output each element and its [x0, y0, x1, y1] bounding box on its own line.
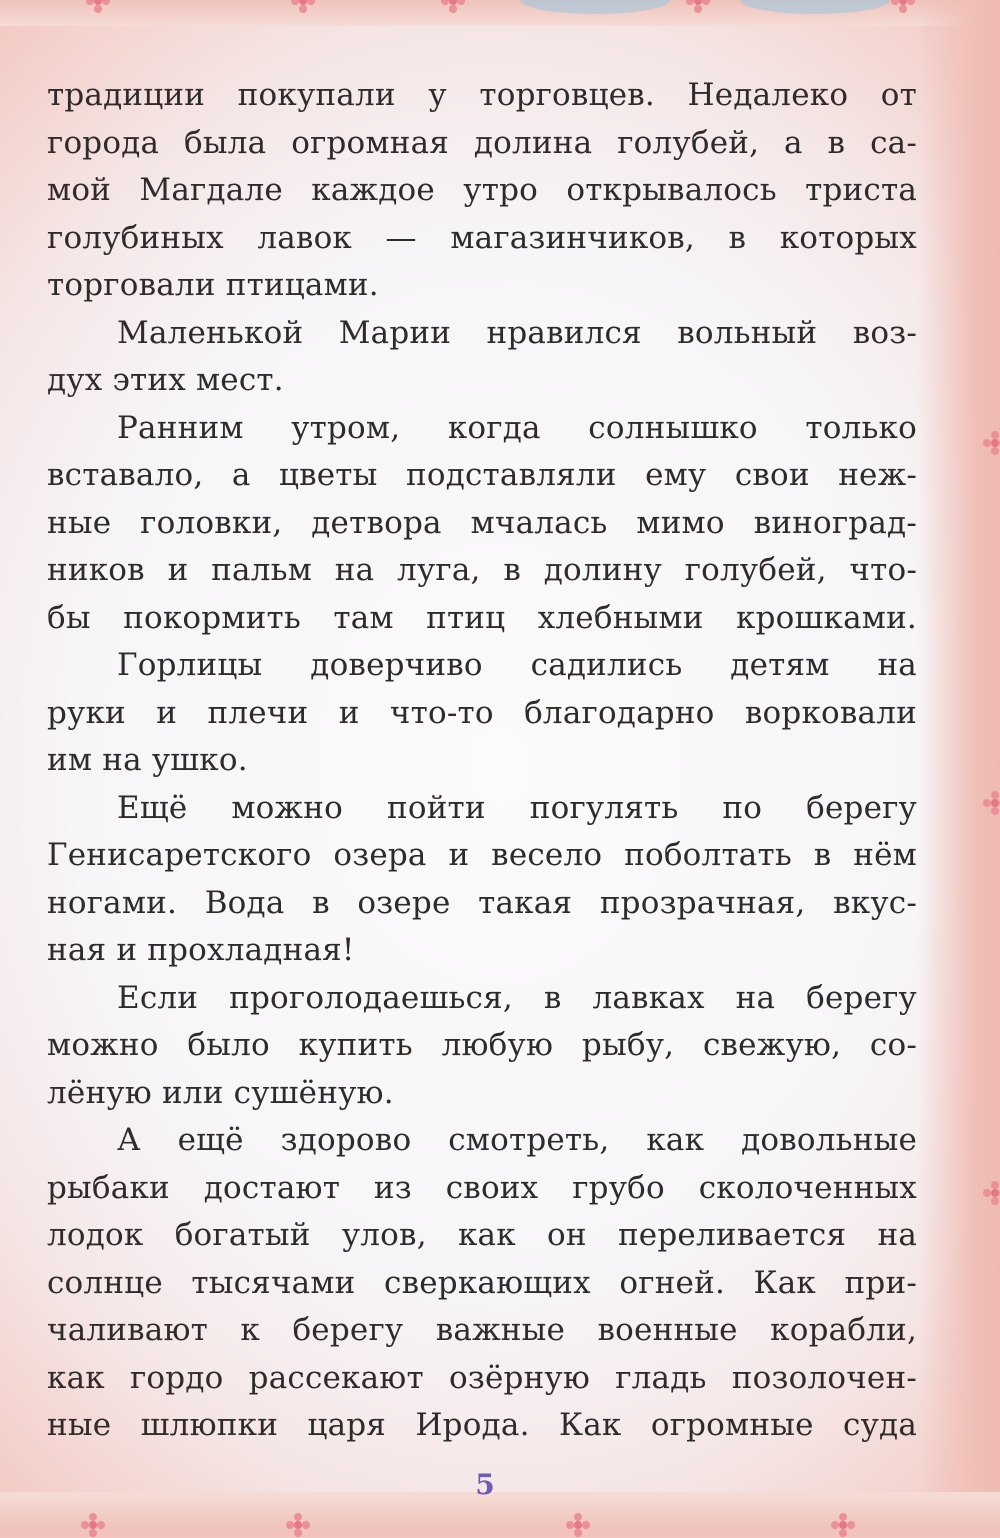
text-line: ников и пальм на луга, в долину голубей, что-: [47, 552, 917, 588]
flower-ornament-icon: [890, 0, 916, 14]
text-line: традиции покупали у торговцев. Недалеко от: [47, 77, 917, 113]
text-line: Ещё можно пойти погулять по берегу: [117, 789, 917, 826]
flower-ornament-icon: [80, 1512, 106, 1538]
text-line: Маленькой Марии нравился вольный воз-: [117, 314, 917, 351]
text-line: ные головки, детвора мчалась мимо виноград-: [47, 504, 917, 541]
text-line: рыбаки достают из своих грубо сколоченных: [47, 1169, 917, 1206]
flower-ornament-icon: [982, 1180, 1000, 1206]
text-line: города была огромная долина голубей, а в са-: [47, 124, 917, 161]
page-number: 5: [475, 1468, 495, 1501]
text-line: чаливают к берегу важные военные корабли,: [47, 1312, 917, 1348]
text-line: ногами. Вода в озере такая прозрачная, вкус-: [47, 884, 917, 921]
text-line: Если проголодаешься, в лавках на берегу: [117, 979, 917, 1016]
body-text: [47, 72, 917, 1450]
text-line: лодок богатый улов, как он переливается на: [47, 1217, 917, 1253]
flower-ornament-icon: [440, 0, 466, 14]
text-line: солнце тысячами сверкающих огней. Как при-: [47, 1264, 917, 1301]
text-line: дух этих мест.: [47, 362, 284, 398]
text-line: торговали птицами.: [47, 267, 379, 303]
flower-ornament-icon: [285, 1512, 311, 1538]
text-line: им на ушко.: [47, 742, 248, 778]
text-line: вставало, а цветы подставляли ему свои неж-: [47, 457, 917, 493]
right-decorative-border: [918, 0, 1000, 1530]
flower-ornament-icon: [982, 430, 1000, 456]
flower-ornament-icon: [830, 1512, 856, 1538]
flower-ornament-icon: [85, 0, 111, 14]
text-line: можно было купить любую рыбу, свежую, со-: [47, 1027, 917, 1063]
text-line: Горлицы доверчиво садились детям на: [117, 647, 917, 683]
text-line: мой Магдале каждое утро открывалось триста: [47, 172, 917, 208]
text-line: бы покормить там птиц хлебными крошками.: [47, 599, 917, 636]
flower-ornament-icon: [290, 0, 316, 14]
text-line: ные шлюпки царя Ирода. Как огромные суда: [47, 1407, 917, 1443]
text-line: ная и прохладная!: [47, 932, 355, 968]
text-line: лёную или сушёную.: [47, 1074, 394, 1111]
text-line: как гордо рассекают озёрную гладь позолочен-: [47, 1359, 917, 1396]
text-line: А ещё здорово смотреть, как довольные: [117, 1122, 917, 1158]
text-line: голубиных лавок — магазинчиков, в которых: [47, 219, 917, 256]
text-line: Ранним утром, когда солнышко только: [117, 409, 917, 446]
text-line: Генисаретского озера и весело поболтать в нём: [47, 837, 917, 873]
flower-ornament-icon: [565, 1512, 591, 1538]
flower-ornament-icon: [982, 790, 1000, 816]
flower-ornament-icon: [685, 0, 711, 14]
text-line: руки и плечи и что-то благодарно ворковали: [47, 694, 917, 731]
